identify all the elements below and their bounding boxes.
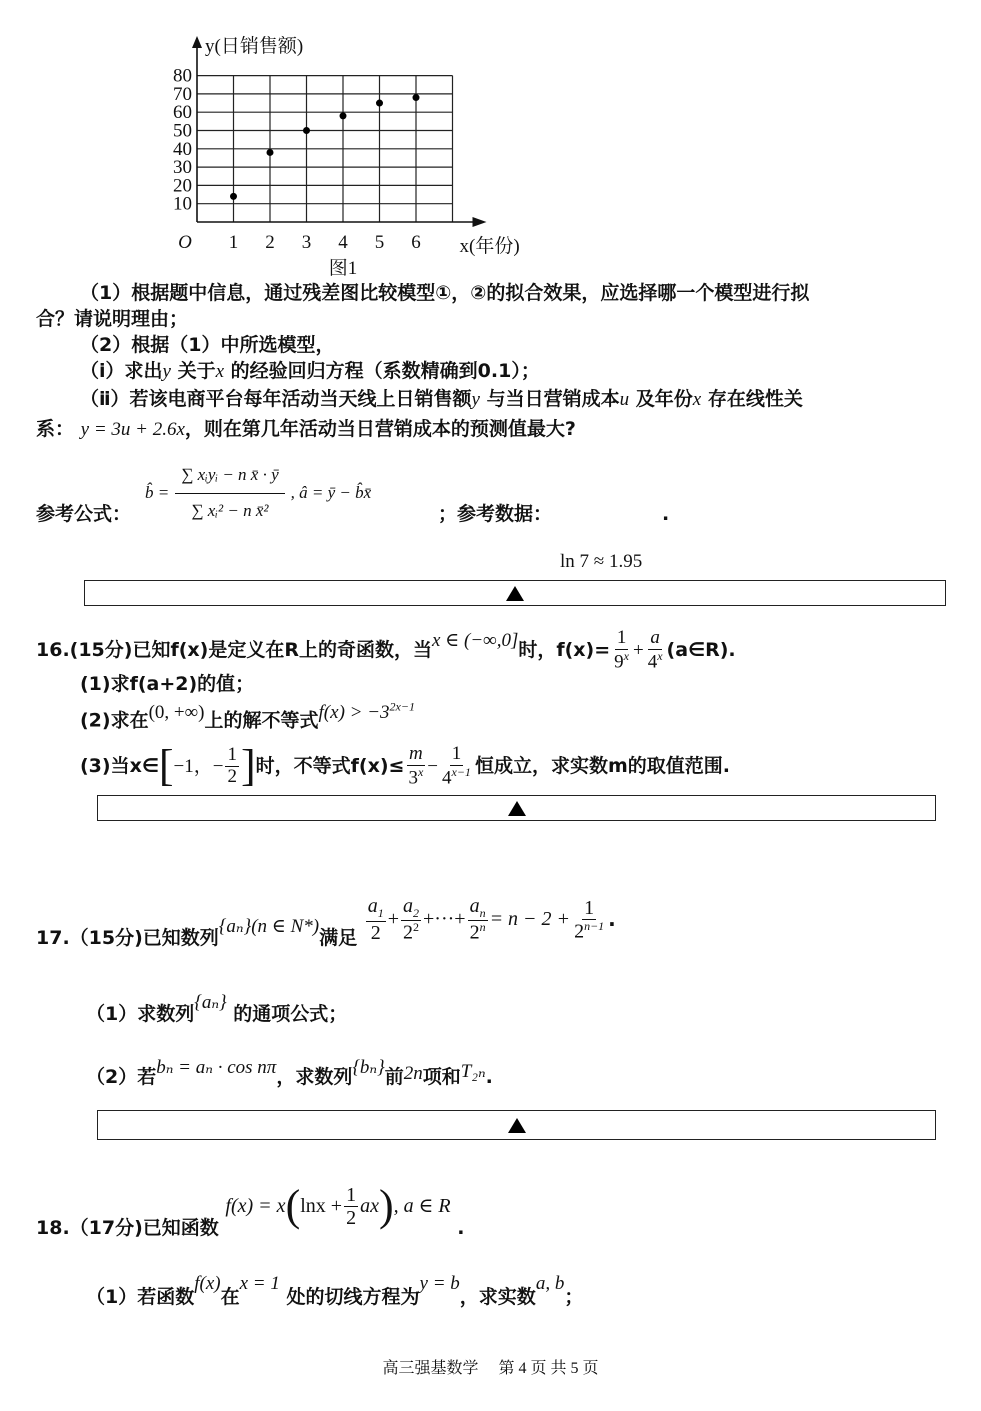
y-tick-label: 20 — [173, 175, 192, 197]
answer-box-16[interactable] — [97, 795, 936, 821]
data-point — [340, 112, 347, 119]
y-tick-label: 40 — [173, 138, 192, 160]
triangle-icon — [508, 801, 526, 816]
y-tick-label: 80 — [173, 65, 192, 87]
y-axis-label: y(日销售额) — [205, 36, 304, 57]
q16-stem: 16.(15分)已知f(x)是定义在R上的奇函数，当x ∈ (−∞,0]时，f(x)= $\frac{1}{9^x}$ + $\frac{a}{4^x}$ (a∈R). — [36, 627, 736, 673]
q15-part1-text: （1）根据题中信息，通过残差图比较模型①，②的拟合效果，应选择哪一个模型进行拟 — [80, 282, 810, 304]
data-point — [267, 149, 274, 156]
x-tick-label: 1 — [228, 232, 239, 253]
ref-formula-label: 参考公式： — [36, 503, 132, 525]
origin-label: O — [178, 232, 192, 253]
page-footer: 高三强基数学 第 4 页 共 5 页 — [382, 1360, 599, 1377]
data-point — [230, 193, 237, 200]
y-tick-label: 50 — [173, 120, 192, 142]
q18-stem: 18.（17分)已知函数 f(x) = x ( lnx + $\frac{1}{2}$ ax ) , a ∈ R . — [36, 1181, 465, 1240]
q15-part2ii-cont: 系： y = 3u + 2.6x，则在第几年活动当日营销成本的预测值最大? — [36, 418, 576, 440]
x-tick-label: 4 — [338, 232, 348, 253]
triangle-icon — [508, 1118, 526, 1133]
q15-part2-text: （2）根据（1）中所选模型， — [80, 334, 335, 356]
y-tick-label: 30 — [173, 157, 192, 179]
q17-stem: 17.（15分)已知数列{aₙ}(n ∈ N*)满足 $\frac{a_1}{2}$ + $\frac{a_2}{2^2}$ +···+ $\frac{a_n}{2^n}$ = n − 2 + $\frac{1}{2^{n-1}}$ . — [36, 895, 616, 950]
ref-data-dot: . — [662, 503, 670, 525]
q17-part2: （2）若bₙ = aₙ · cos nπ，求数列{bₙ}前2n项和T₂ₙ. — [86, 1057, 493, 1088]
ln-value: ln 7 ≈ 1.95 — [560, 551, 643, 572]
q16-part3: (3)当x∈[−1，− $\frac{1}{2}$ ]时，不等式f(x)≤ $\frac{m}{3^x}$ − $\frac{1}{4^{x-1}}$ 恒成立，求实数m的取值范围. — [80, 741, 730, 790]
q16-part2: (2)求在(0, +∞)上的解不等式$f(x) > -3^{2x-1}$ — [80, 700, 415, 732]
x-tick-label: 5 — [374, 232, 385, 253]
ref-data-label: ；参考数据： — [438, 503, 553, 525]
q15-part2ii-text: （ⅱ）若该电商平台每年活动当天线上日销售额y 与当日营销成本u 及年份x 存在线性关 — [80, 388, 803, 410]
data-point — [413, 94, 420, 101]
data-point — [303, 127, 310, 134]
x-axis-label: x(年份) — [459, 236, 520, 257]
q17-part1: （1）求数列{aₙ} 的通项公式； — [86, 992, 348, 1025]
ref-formula: b̂ = $\frac{\text{∑ xᵢyᵢ − n x̄ · ȳ}}{\text{∑ xᵢ² − n x̄²}}$ , â = ȳ − b̂x̄ — [145, 458, 371, 528]
y-tick-label: 10 — [173, 193, 192, 215]
data-point — [376, 100, 383, 107]
triangle-icon — [506, 586, 524, 601]
y-tick-label: 60 — [173, 102, 192, 124]
q18-part1: （1）若函数f(x)在x = 1 处的切线方程为y = b，求实数a, b； — [86, 1273, 584, 1308]
y-tick-label: 70 — [173, 83, 192, 105]
chart-caption: 图1 — [328, 258, 358, 279]
scatter-chart — [160, 30, 680, 315]
q15-part1-cont: 合？请说明理由； — [36, 308, 189, 330]
x-tick-label: 2 — [265, 232, 275, 253]
answer-box-15[interactable] — [84, 580, 946, 606]
x-axis-arrow — [473, 217, 487, 227]
x-tick-label: 6 — [411, 232, 421, 253]
x-tick-label: 3 — [301, 232, 312, 253]
answer-box-17[interactable] — [97, 1110, 936, 1140]
q15-part2i-text: （ⅰ）求出y 关于x 的经验回归方程（系数精确到0.1）； — [80, 360, 540, 382]
q16-part1: (1)求f(a+2)的值； — [80, 673, 255, 695]
y-axis-arrow — [192, 36, 202, 48]
